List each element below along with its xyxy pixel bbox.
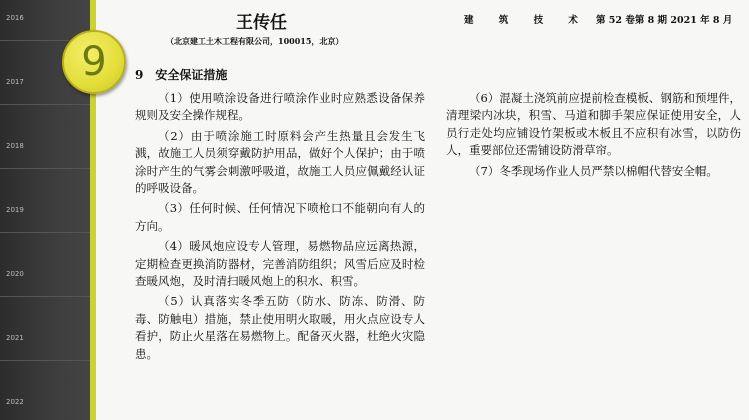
right-column [446,90,741,183]
left-column [135,90,425,366]
timeline-year: 2019 [6,206,24,214]
paragraph: （1）使用喷涂设备进行喷涂作业时应熟悉设备保养规则及安全操作规程。 [135,91,425,123]
timeline-year: 2018 [6,142,24,150]
author-name: 王传任 [236,13,287,33]
timeline-divider [0,360,90,361]
timeline-year: 2020 [6,270,24,278]
timeline-year: 2016 [6,14,24,22]
timeline-year: 2022 [6,398,24,406]
paragraph: （5）认真落实冬季五防（防水、防冻、防滑、防毒、防触电）措施，禁止使用明火取暖，用火点应设专人看护，防止火星落在易燃物上。配备灭火器，杜绝火灾隐患。 [135,294,425,361]
timeline-year: 2017 [6,78,24,86]
timeline-year: 2021 [6,334,24,342]
paragraph: （3）任何时候、任何情况下喷枪口不能朝向有人的方向。 [135,201,425,233]
author-affiliation: （北京建工土木工程有限公司，100015，北京） [166,36,344,46]
section-heading: 9 安全保证措施 [135,68,228,82]
paragraph: （7）冬季现场作业人员严禁以棉帽代替安全帽。 [469,163,718,178]
timeline-divider [0,232,90,233]
step-number-badge: 9 [62,30,126,94]
timeline-divider [0,168,90,169]
journal-name: 建 筑 技 术 [464,15,589,26]
timeline-divider [0,296,90,297]
issue-info: 第 52 卷第 8 期 2021 年 8 月 [596,15,733,26]
timeline-divider [0,104,90,105]
paragraph: （4）暖风炮应设专人管理，易燃物品应远离热源，定期检查更换消防器材，完善消防组织；风雪后应及时检查暖风炮，及时清扫暖风炮上的积水、积雪。 [135,239,425,289]
paragraph: （2）由于喷涂施工时原料会产生热量且会发生飞溅，故施工人员须穿戴防护用品，做好个人保护；由于喷涂时产生的气雾会刺激呼吸道，故施工人员应佩戴经认证的呼吸设备。 [135,128,425,196]
paragraph: （6）混凝土浇筑前应提前检查模板、钢筋和预埋件，清理梁内冰块，积雪、马道和脚手架应保证使用安全，人员行走处均应铺设竹架板或木板且不应积有冰雪，以防伤人，重要部位还需铺设防滑草帘。 [446,91,741,158]
